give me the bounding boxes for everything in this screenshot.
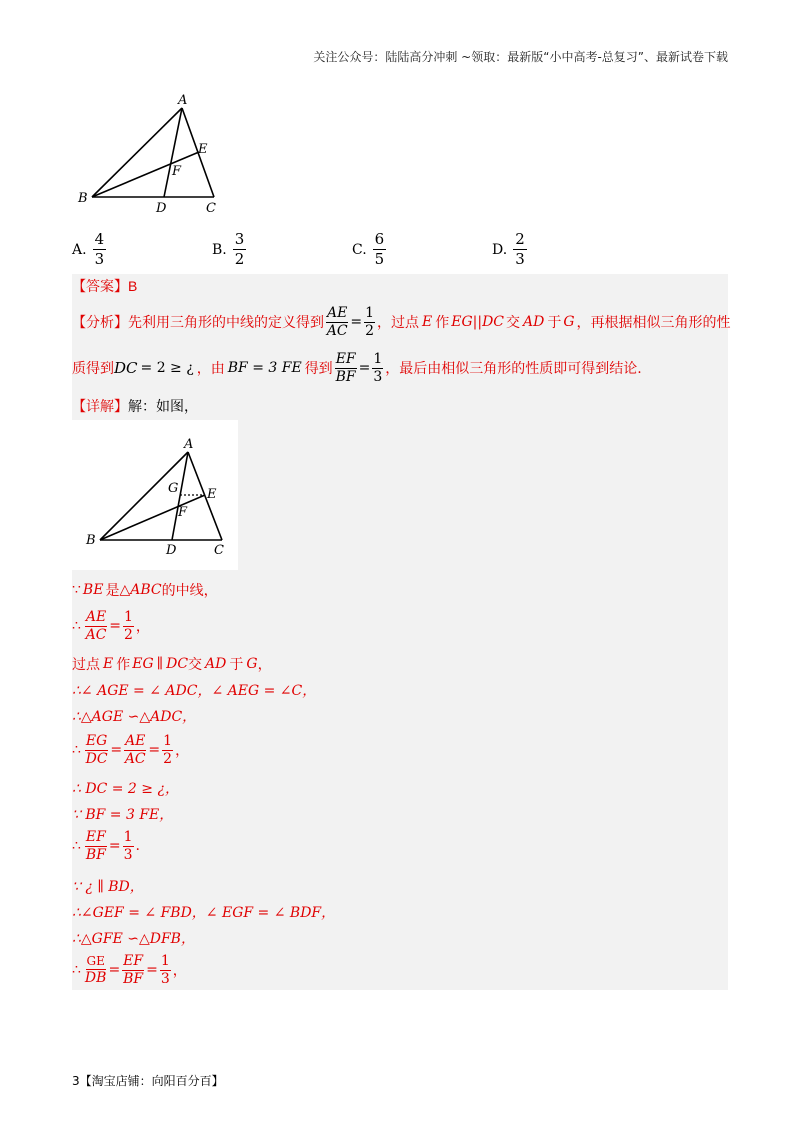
analysis-frac-ef-bf	[335, 352, 357, 384]
frac-num: EF	[123, 953, 144, 969]
analysis-text-5: 于	[547, 315, 562, 332]
label-A: A	[184, 437, 194, 452]
frac-num: EG	[85, 733, 108, 749]
page-header: 关注公众号：陆陆高分冲刺 ~领取：最新版“小中高考-总复习”、最新试卷下载	[313, 50, 728, 64]
step-8	[72, 804, 173, 824]
because-symbol: ∵	[72, 582, 81, 598]
equals: =	[110, 742, 123, 759]
frac-num: 1	[123, 829, 133, 845]
detail-tag: 【详解】	[72, 399, 128, 415]
similar-triangles-2: ∴△GFE ∽△DFB，	[72, 931, 195, 947]
label-D: D	[156, 201, 167, 216]
frac-den: 2	[365, 322, 374, 339]
angle-equality-2: ∴∠GEF = ∠ FBD，∠ EGF = ∠ BDF，	[72, 905, 336, 921]
analysis-frac-half	[364, 306, 375, 338]
frac-num: GE	[86, 954, 105, 969]
analysis-line-2	[72, 352, 642, 384]
frac-num: AE	[85, 609, 107, 625]
equals: =	[146, 962, 158, 979]
option-d[interactable]	[492, 232, 527, 267]
step-1	[72, 580, 218, 600]
analysis-text-11: ，最后由相似三角形的性质即可得到结论.	[385, 361, 642, 378]
answer-value: B	[128, 278, 138, 294]
option-a-num: 4	[94, 230, 105, 248]
label-E: E	[207, 487, 217, 502]
label-A: A	[178, 93, 188, 108]
option-c-den: 5	[374, 250, 385, 268]
label-F: F	[178, 505, 188, 520]
analysis-text-6: ，再根据相似三角形的性	[576, 315, 731, 332]
punct: ，	[175, 743, 190, 760]
frac-num: 1	[373, 351, 383, 367]
frac-num: AE	[327, 305, 348, 321]
step-text: 的中线，	[161, 583, 218, 599]
label-D: D	[166, 543, 177, 558]
frac-ae-ac	[85, 610, 107, 642]
option-c-num: 6	[374, 230, 385, 248]
analysis-text-10: 得到	[304, 361, 333, 378]
point-e: E	[103, 656, 114, 672]
answer-tag: 【答案】	[72, 279, 128, 295]
dc-relation: ∴ DC = 2 ≥ ¿，	[72, 781, 179, 797]
step-2	[72, 610, 150, 642]
frac-den: 3	[373, 368, 383, 385]
option-b-den: 2	[234, 250, 245, 268]
segment-eg: EG	[132, 656, 154, 672]
analysis-frac-third	[372, 352, 383, 384]
point-e: E	[422, 314, 433, 331]
analysis-text-8: = 2 ≥ ¿	[140, 360, 194, 377]
label-E: E	[198, 142, 208, 157]
point-g: G	[246, 656, 258, 672]
step-text: 是	[105, 583, 120, 599]
label-B: B	[86, 533, 96, 548]
similar-triangles: ∴△AGE ∽△ADC，	[72, 709, 197, 725]
frac-ae-ac	[124, 734, 146, 766]
step-13	[72, 954, 187, 986]
segment-ad: AD	[205, 656, 227, 672]
step-9	[72, 830, 140, 862]
step-text: 作	[116, 657, 131, 673]
frac-den: 3	[160, 970, 170, 987]
equals: =	[109, 618, 121, 635]
bf-equals-3fe: BF = 3 FE	[227, 360, 302, 377]
analysis-frac-ae-ac	[326, 306, 348, 338]
frac-den: DC	[85, 750, 108, 767]
option-d-letter: D.	[492, 241, 508, 258]
step-5	[72, 706, 196, 726]
therefore-symbol: ∴	[72, 838, 81, 855]
step-12	[72, 928, 195, 948]
frac-den: 3	[123, 846, 133, 863]
equals: =	[148, 742, 161, 759]
option-d-fraction	[513, 232, 527, 267]
option-c-letter: C.	[352, 241, 367, 258]
page-footer: 3【淘宝店铺：向阳百分百】	[72, 1074, 224, 1088]
option-b[interactable]	[212, 232, 246, 267]
detail-intro: 解：如图，	[128, 399, 198, 415]
frac-den: BF	[123, 970, 144, 987]
option-a-fraction	[93, 232, 107, 267]
option-a[interactable]	[72, 232, 106, 267]
label-G: G	[168, 481, 179, 496]
frac-den: 2	[163, 750, 173, 767]
equals: =	[358, 360, 371, 377]
step-text: 交	[188, 657, 203, 673]
therefore-symbol: ∴	[72, 618, 81, 635]
parallel-relation: ∵ ¿ ∥ BD，	[72, 879, 144, 895]
frac-den: AC	[85, 626, 107, 643]
step-11	[72, 902, 335, 922]
analysis-text-2: ，过点	[377, 315, 419, 332]
option-d-den: 3	[515, 250, 525, 268]
angle-equality: ∴∠ AGE = ∠ ADC，∠ AEG = ∠C，	[72, 683, 317, 699]
option-b-num: 3	[234, 230, 245, 248]
option-c[interactable]	[352, 232, 386, 267]
detail-line	[72, 396, 198, 416]
analysis-text-7: 质得到	[72, 361, 114, 378]
point-g: G	[563, 314, 575, 331]
label-F: F	[172, 164, 182, 179]
frac-den: BF	[335, 368, 356, 385]
analysis-text-1: 先利用三角形的中线的定义得到	[128, 315, 324, 332]
answer-line	[72, 276, 137, 296]
triangle-figure-1	[72, 90, 232, 220]
analysis-text-4: 交	[506, 315, 521, 332]
punct: ，	[172, 963, 187, 980]
frac-half	[162, 734, 173, 766]
parallel-symbol: ∥	[156, 656, 164, 672]
step-10	[72, 876, 144, 896]
punct: ，	[135, 619, 150, 636]
triangle-figure-2	[72, 420, 238, 570]
frac-ef-bf	[85, 830, 107, 862]
analysis-text-9: ，由	[196, 361, 225, 378]
equals: =	[108, 962, 121, 979]
frac-num: AE	[125, 733, 146, 749]
label-C: C	[206, 201, 216, 216]
step-7	[72, 778, 179, 798]
analysis-line-1	[72, 306, 731, 338]
analysis-tag: 【分析】	[72, 315, 128, 332]
frac-num: EF	[335, 351, 356, 367]
step-text: 过点	[72, 657, 100, 673]
step-3	[72, 654, 272, 674]
frac-den: AC	[326, 322, 348, 339]
frac-ef-bf	[122, 954, 144, 986]
punct: .	[135, 838, 140, 855]
frac-den: 2	[124, 626, 133, 643]
equals: =	[108, 838, 121, 855]
eg-parallel-dc: EG||DC	[451, 314, 505, 331]
option-a-letter: A.	[72, 241, 87, 258]
segment-ad: AD	[523, 314, 545, 331]
label-B: B	[78, 191, 88, 206]
therefore-symbol: ∴	[72, 962, 81, 979]
frac-num: 1	[124, 609, 133, 625]
frac-den: BF	[85, 846, 106, 863]
option-a-den: 3	[94, 250, 105, 268]
frac-den: AC	[124, 750, 146, 767]
frac-den: DB	[84, 969, 107, 986]
step-text: 于	[229, 657, 244, 673]
frac-ge-db	[85, 955, 107, 985]
frac-eg-dc	[85, 734, 108, 766]
frac-third	[160, 954, 171, 986]
segment-dc: DC	[166, 656, 189, 672]
step-6	[72, 734, 189, 766]
frac-num: 1	[365, 305, 374, 321]
segment-be: BE	[82, 582, 104, 598]
segment-dc: DC	[114, 359, 138, 378]
step-4	[72, 680, 316, 700]
option-b-fraction	[233, 232, 247, 267]
analysis-text-3: 作	[435, 315, 450, 332]
equals: =	[350, 314, 363, 331]
bf-relation: ∵ BF = 3 FE，	[72, 807, 174, 823]
punct: ，	[257, 657, 272, 673]
triangle-abc: △ABC	[119, 582, 162, 598]
frac-num: EF	[85, 829, 106, 845]
therefore-symbol: ∴	[72, 742, 81, 759]
option-b-letter: B.	[212, 241, 227, 258]
frac-num: 1	[160, 953, 170, 969]
label-C: C	[214, 543, 224, 558]
option-d-num: 2	[515, 230, 525, 248]
answer-options	[72, 232, 732, 272]
option-c-fraction	[373, 232, 387, 267]
frac-num: 1	[163, 733, 173, 749]
frac-third	[123, 830, 134, 862]
frac-half	[123, 610, 134, 642]
